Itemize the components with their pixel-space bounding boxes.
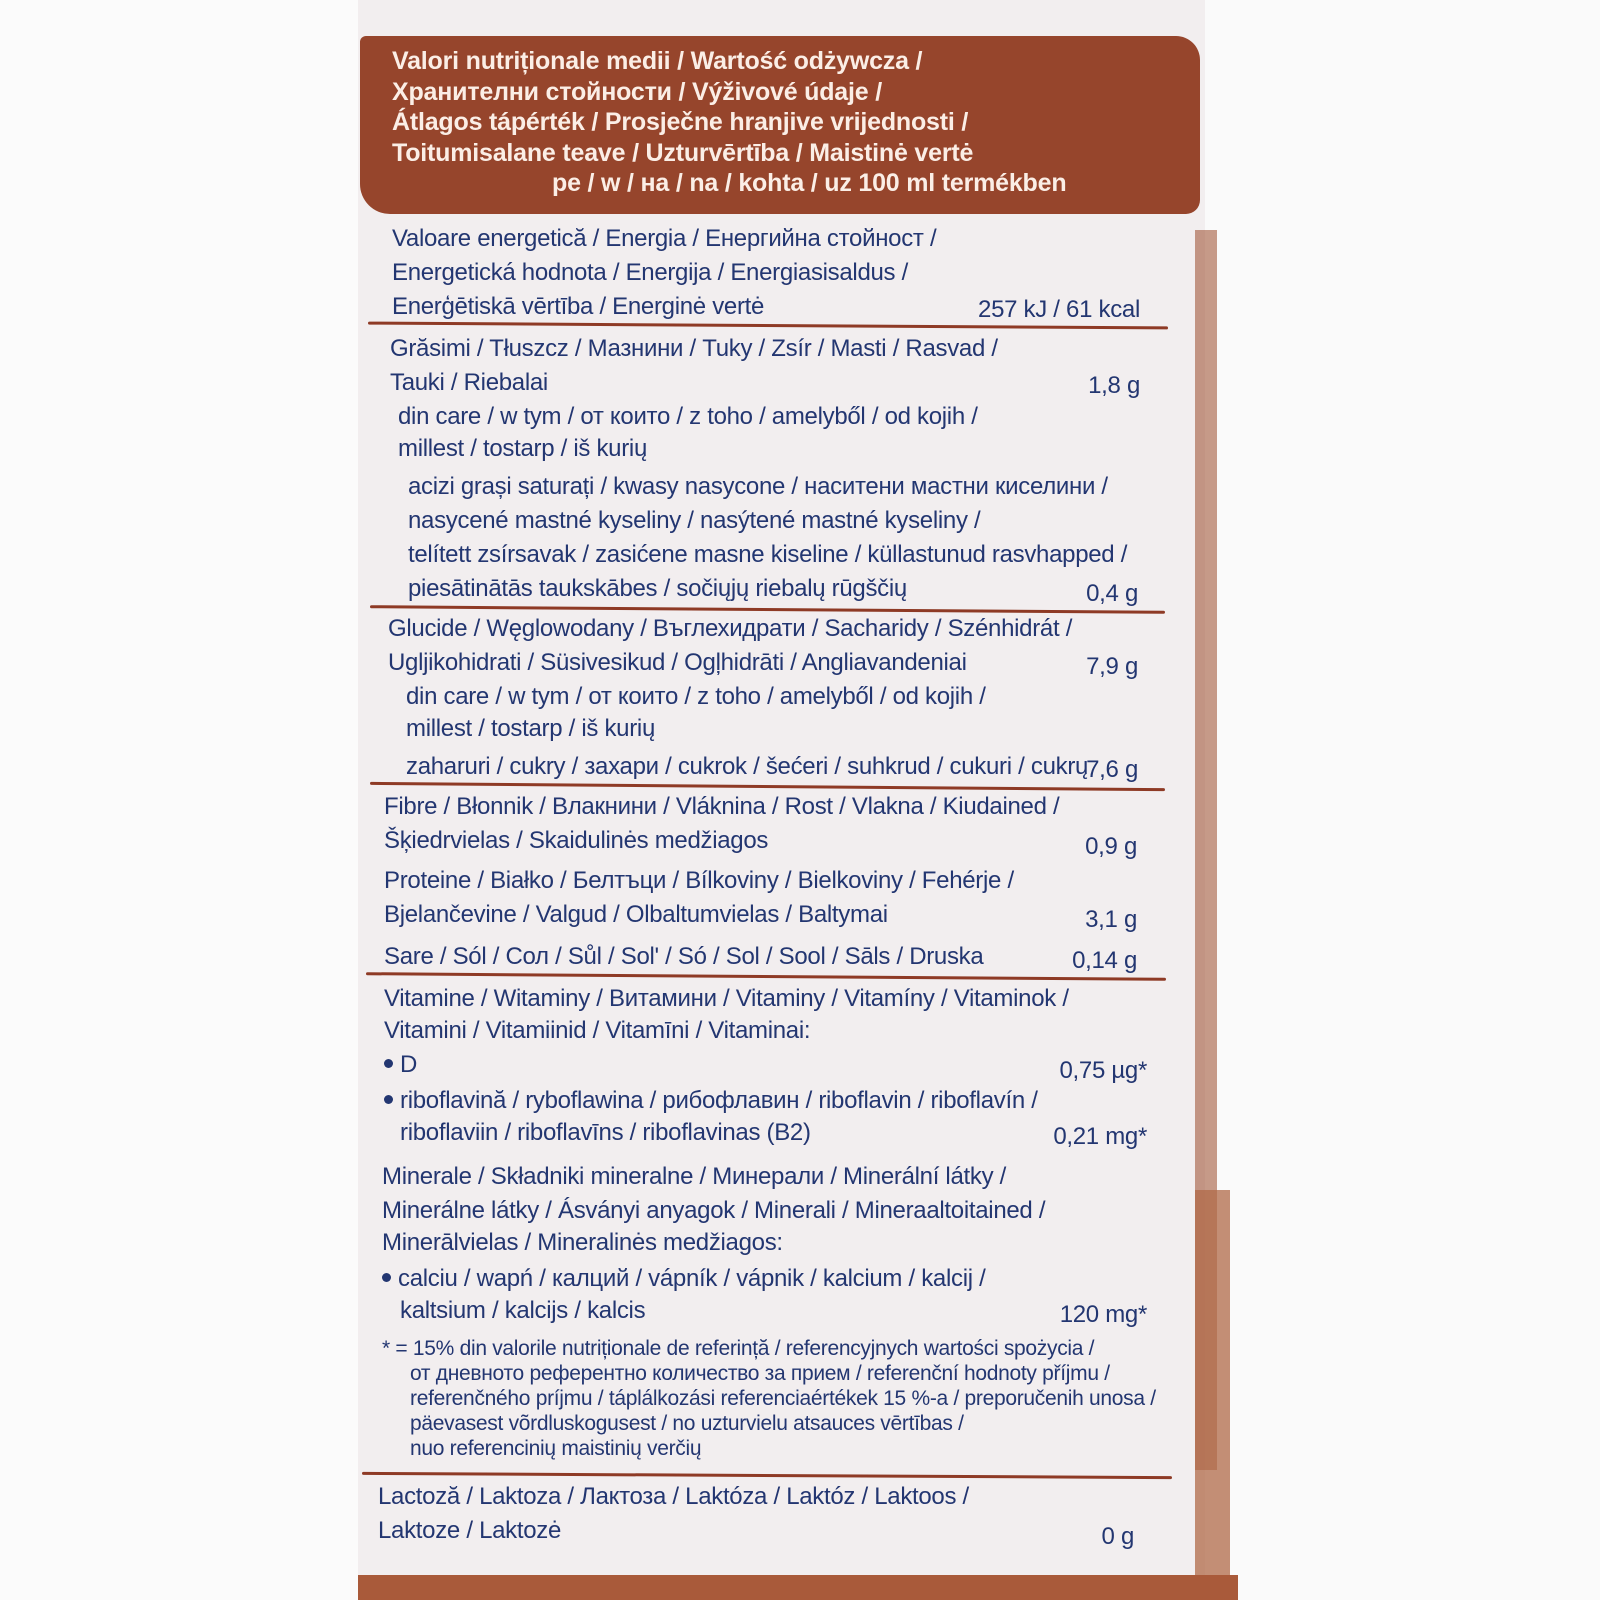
minerals-label-line: Minerālvielas / Mineralinės medžiagos: bbox=[382, 1229, 783, 1256]
sugars-label: zaharuri / cukry / захари / cukrok / šećeri / suhkrud / cukuri / cukrų bbox=[406, 753, 1089, 780]
vitamins-label-line: Vitamine / Witaminy / Витамини / Vitaminy / Vitamíny / Vitaminok / bbox=[384, 985, 1069, 1012]
background-right bbox=[1205, 0, 1600, 1600]
riboflavin-label-line: riboflavină / ryboflawina / рибофлавин / riboflavin / riboflavín / bbox=[400, 1087, 1038, 1114]
fat-of-which-line: millest / tostarp / iš kurių bbox=[398, 435, 648, 462]
nutrition-header bbox=[392, 46, 1172, 199]
vitamin-d-label: D bbox=[400, 1051, 418, 1078]
saturates-label-line: nasycené mastné kyseliny / nasýtené mastné kyseliny / bbox=[408, 507, 981, 534]
header-line: Valori nutriționale medii / Wartość odżywcza / bbox=[392, 47, 923, 75]
sugars-value: 7,6 g bbox=[1086, 756, 1138, 783]
footnote-line: päevasest võrdluskogusest / no uzturvielu atsauces vērtības / bbox=[410, 1412, 964, 1435]
header-line: Хранителни стойности / Výživové údaje / bbox=[392, 77, 882, 106]
vitamins-label-line: Vitamini / Vitamiinid / Vitamīni / Vitaminai: bbox=[384, 1017, 811, 1044]
calcium-item bbox=[382, 1262, 986, 1296]
carbs-label-line: Ugljikohidrati / Süsivesikud / Ogļhidrāti / Angliavandeniai bbox=[388, 649, 967, 676]
header-per-100ml: pe / w / на / na / kohta / uz 100 ml termékben bbox=[552, 169, 1067, 197]
fibre-value: 0,9 g bbox=[1085, 833, 1137, 860]
riboflavin-label-line: riboflaviin / riboflavīns / riboflavinas (B2) bbox=[400, 1119, 811, 1146]
footnote-line: * = 15% din valorile nutriționale de referință / referencyjnych wartości spożycia / bbox=[382, 1337, 1095, 1360]
bullet-icon bbox=[384, 1059, 393, 1068]
bullet-icon bbox=[384, 1095, 393, 1104]
header-line: Átlagos tápérték / Prosječne hranjive vrijednosti / bbox=[392, 108, 969, 136]
lactose-label-line: Laktoze / Laktozė bbox=[378, 1517, 562, 1544]
calcium-label-line: kaltsium / kalcijs / kalcis bbox=[400, 1297, 646, 1324]
fibre-label-line: Šķiedrvielas / Skaidulinės medžiagos bbox=[384, 827, 769, 854]
brown-bottom-band bbox=[358, 1575, 1238, 1600]
background-left bbox=[0, 0, 358, 1600]
protein-label-line: Bjelančevine / Valgud / Olbaltumvielas / Baltymai bbox=[384, 901, 888, 928]
carbs-of-which-line: millest / tostarp / iš kurių bbox=[406, 715, 656, 742]
carbs-of-which-line: din care / w tym / от които / z toho / amelyből / od kojih / bbox=[406, 683, 986, 710]
fat-label-line: Tauki / Riebalai bbox=[390, 369, 548, 396]
brown-pattern-right bbox=[1195, 1190, 1230, 1600]
bullet-icon bbox=[382, 1273, 391, 1282]
energy-value: 257 kJ / 61 kcal bbox=[978, 296, 1140, 323]
salt-label: Sare / Sól / Сол / Sůl / Sol' / Só / Sol / Sool / Sāls / Druska bbox=[384, 943, 984, 970]
saturates-label-line: piesātinātās taukskābes / sočiųjų riebalų rūgščių bbox=[408, 575, 907, 602]
fibre-label-line: Fibre / Błonnik / Влакнини / Vláknina / Rost / Vlakna / Kiudained / bbox=[384, 793, 1060, 820]
saturates-label-line: telített zsírsavak / zasićene masne kiseline / küllastunud rasvhapped / bbox=[408, 541, 1128, 568]
footnote-line: referenčného príjmu / táplálkozási referenciaértékek 15 %-a / preporučenih unosa / bbox=[410, 1387, 1156, 1410]
protein-value: 3,1 g bbox=[1085, 906, 1137, 933]
fat-of-which-line: din care / w tym / от които / z toho / amelyből / od kojih / bbox=[398, 403, 978, 430]
minerals-label-line: Minerálne látky / Ásványi anyagok / Minerali / Mineraaltoitained / bbox=[382, 1197, 1046, 1224]
vitamin-d-value: 0,75 µg* bbox=[1059, 1057, 1147, 1084]
energy-label-line: Enerģētiskā vērtība / Energinė vertė bbox=[392, 293, 765, 320]
protein-label-line: Proteine / Białko / Белтъци / Bílkoviny / Bielkoviny / Fehérje / bbox=[384, 867, 1014, 894]
minerals-label-line: Minerale / Składniki mineralne / Минерали / Minerální látky / bbox=[382, 1163, 1007, 1190]
lactose-label-line: Lactoză / Laktoza / Лактоза / Laktóza / Laktóz / Laktoos / bbox=[378, 1483, 969, 1510]
fat-label-line: Grăsimi / Tłuszcz / Мазнини / Tuky / Zsír / Masti / Rasvad / bbox=[390, 335, 998, 362]
calcium-value: 120 mg* bbox=[1059, 1301, 1147, 1328]
header-line: Toitumisalane teave / Uzturvērtība / Maistinė vertė bbox=[392, 138, 974, 167]
energy-label-line: Energetická hodnota / Energija / Energiasisaldus / bbox=[392, 259, 908, 286]
riboflavin-value: 0,21 mg* bbox=[1053, 1123, 1147, 1150]
riboflavin-item bbox=[384, 1084, 1038, 1118]
carbs-label-line: Glucide / Węglowodany / Въглехидрати / Sacharidy / Szénhidrát / bbox=[388, 615, 1073, 642]
carbs-value: 7,9 g bbox=[1086, 653, 1138, 680]
vitamin-d-item bbox=[384, 1048, 417, 1082]
fat-value: 1,8 g bbox=[1088, 372, 1140, 399]
saturates-label-line: acizi grași saturați / kwasy nasycone / наситени мастни киселини / bbox=[408, 473, 1108, 500]
lactose-value: 0 g bbox=[1101, 1523, 1134, 1550]
energy-label-line: Valoare energetică / Energia / Енергийна стойност / bbox=[392, 225, 937, 252]
salt-value: 0,14 g bbox=[1072, 947, 1137, 974]
footnote-line: nuo referencinių maistinių verčių bbox=[410, 1437, 702, 1460]
saturates-value: 0,4 g bbox=[1086, 580, 1138, 607]
footnote-line: от дневното референтно количество за прием / referenční hodnoty příjmu / bbox=[410, 1362, 1110, 1385]
calcium-label-line: calciu / wapń / калций / vápník / vápnik / kalcium / kalcij / bbox=[398, 1265, 986, 1292]
